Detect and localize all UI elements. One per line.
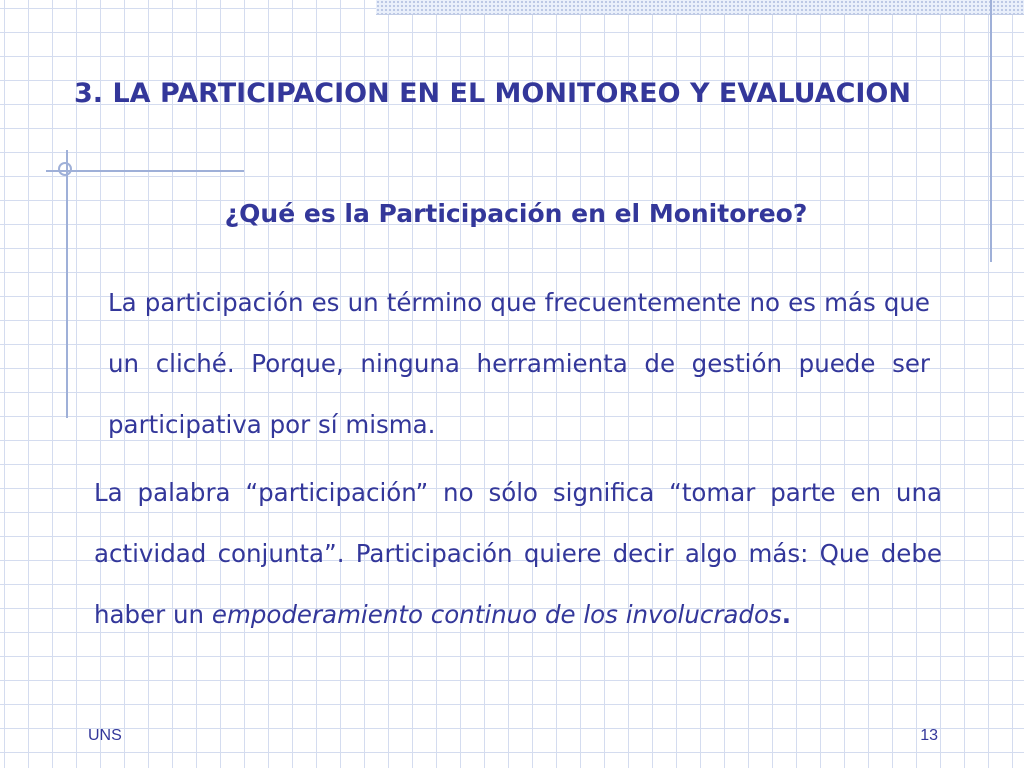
paragraph-2: [94, 462, 942, 645]
paragraph-2-text: La palabra “participación” no sólo significa “tomar parte en una actividad conjunta”. Participación quiere decir algo más: Que debe haber un: [94, 478, 942, 629]
paragraph-1: La participación es un término que frecuentemente no es más que un cliché. Porque, ninguna herramienta de gestión puede ser participativa por sí misma.: [108, 288, 930, 439]
decorative-vertical-rule-left: [66, 150, 68, 418]
slide-subtitle: ¿Qué es la Participación en el Monitoreo?: [224, 199, 808, 228]
paragraph-2-emphasis: empoderamiento continuo de los involucrados: [211, 600, 782, 629]
footer-label: UNS: [88, 727, 122, 744]
decorative-ring: [58, 162, 72, 176]
decorative-vertical-rule-right: [990, 0, 992, 262]
slide-title: 3. LA PARTICIPACION EN EL MONITOREO Y EVALUACION: [74, 78, 911, 109]
page-number: 13: [920, 727, 938, 744]
decorative-top-strip: [376, 0, 1024, 15]
paragraph-2-end: .: [781, 600, 792, 629]
decorative-horizontal-rule: [46, 170, 244, 172]
